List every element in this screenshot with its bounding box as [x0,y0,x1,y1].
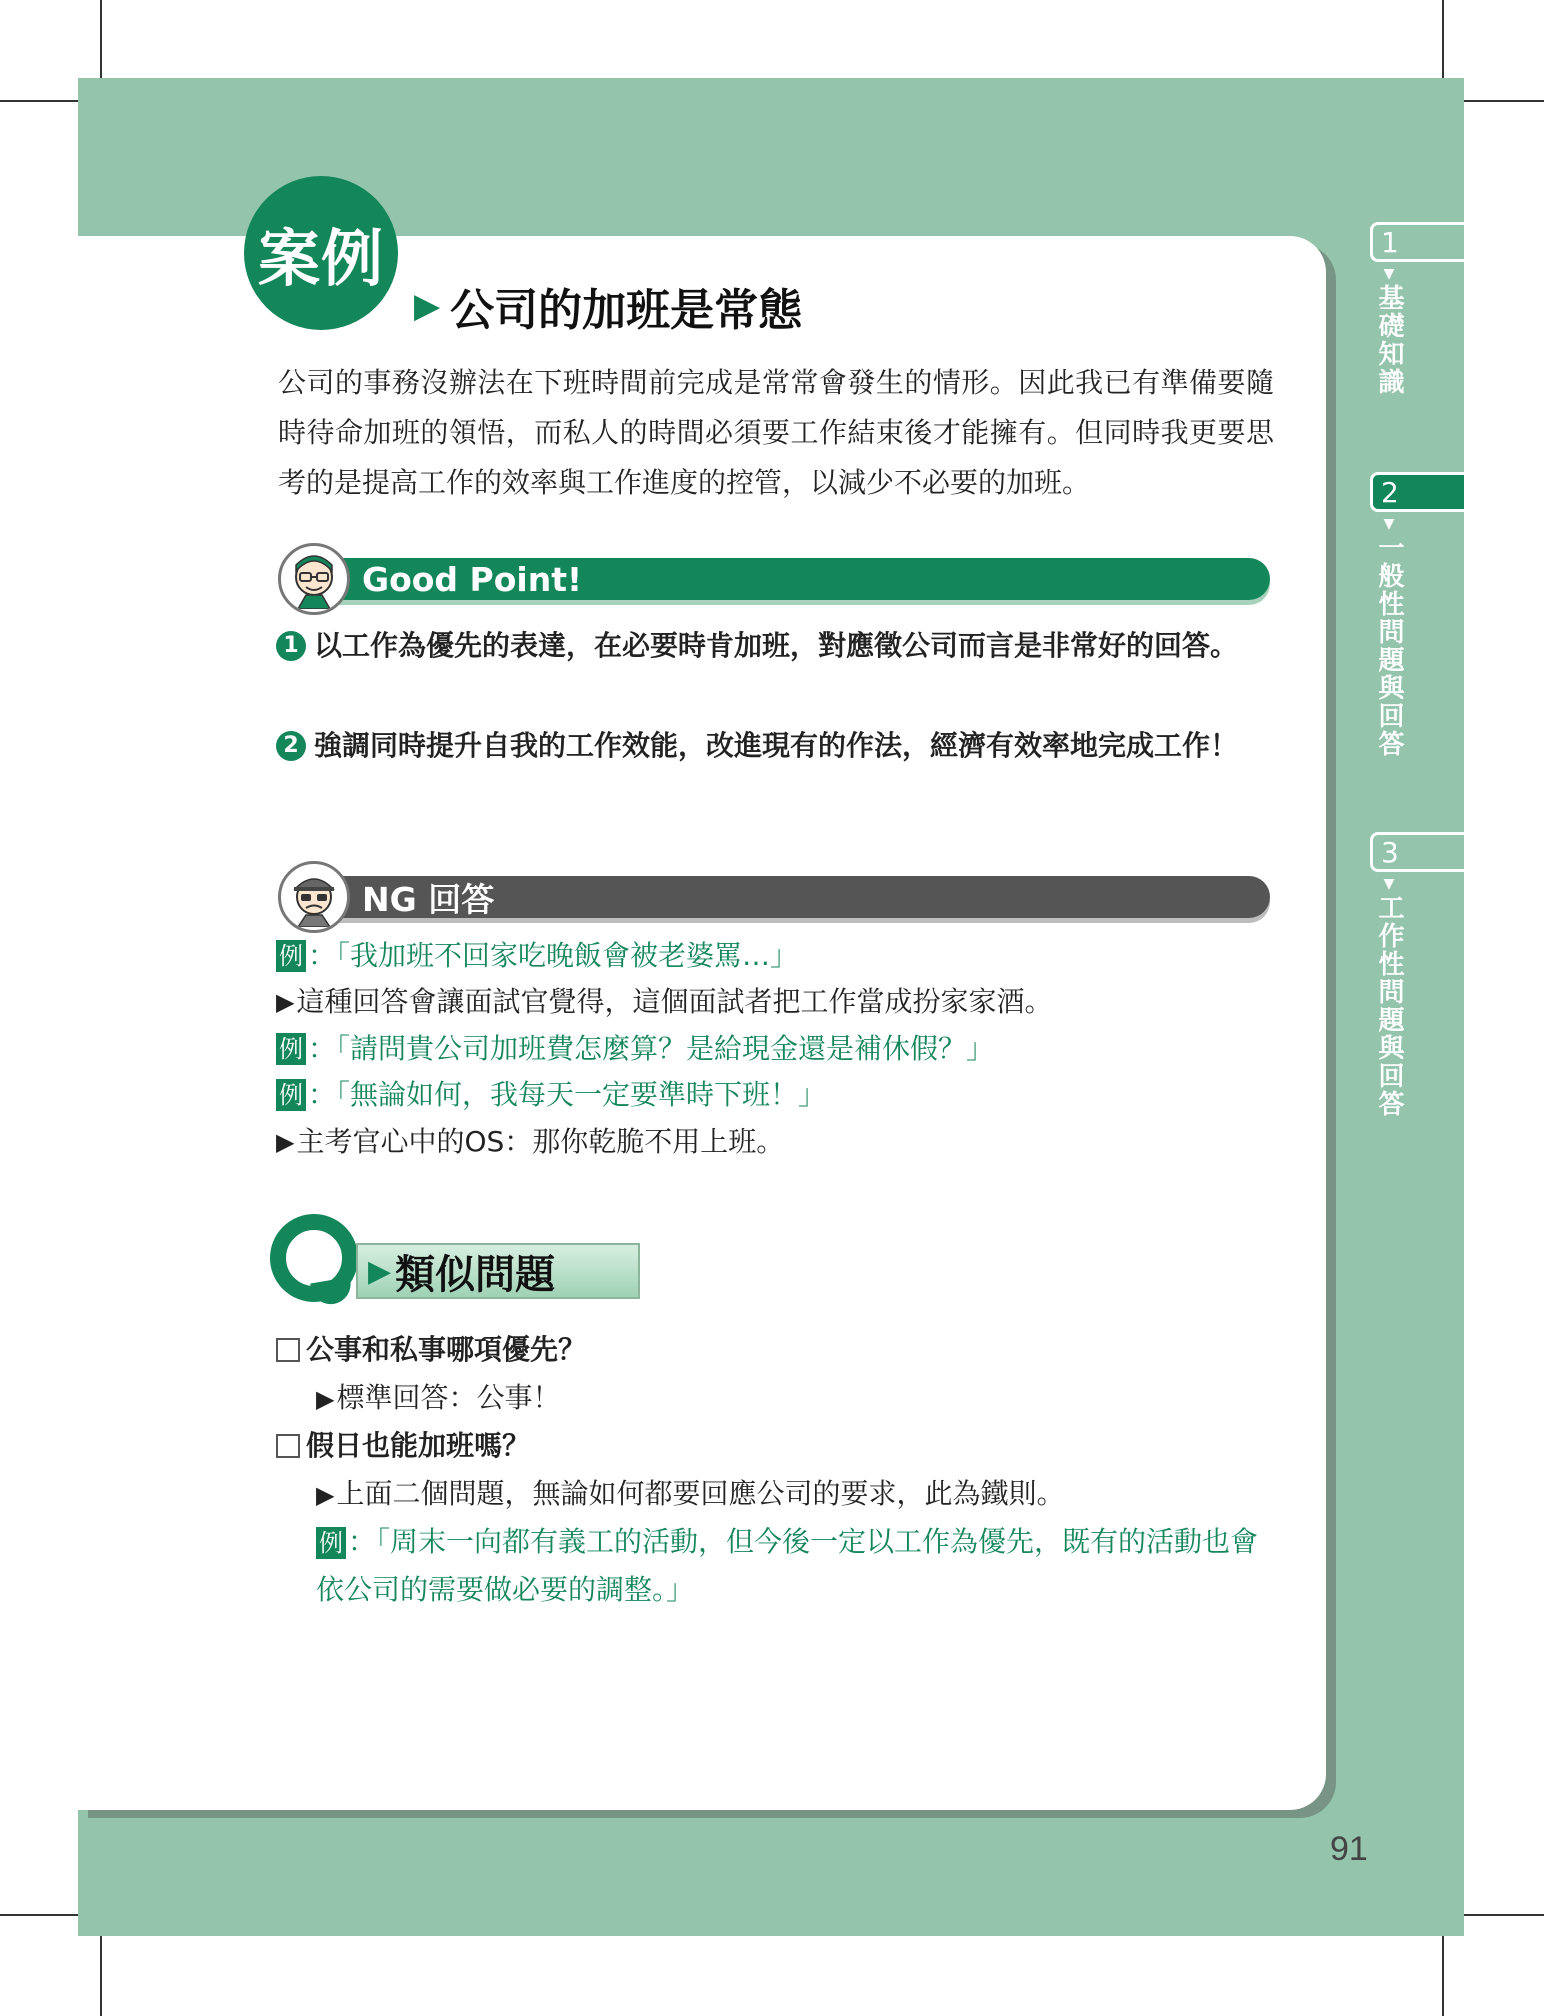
side-tab-2[interactable] [1370,472,1464,512]
triangle-right-icon: ▶ [276,1128,295,1156]
example-label: 例 [276,1033,306,1065]
similar-question-text: 公事和私事哪項優先？ [306,1333,587,1366]
checkbox-icon [276,1338,300,1362]
example-label: 例 [316,1527,346,1559]
side-tab-number: 1 [1381,225,1399,259]
ng-line-text: 這種回答會讓面試官覺得，這個面試者把工作當成扮家家酒。 [296,985,1053,1018]
good-point-header-text: Good Point! [362,559,583,599]
good-point-item [276,722,1276,770]
similar-question-text: 假日也能加班嗎？ [306,1429,531,1462]
ng-header [300,876,1270,918]
ng-line-text: ：「我加班不回家吃晚飯會被老婆罵…」 [308,939,799,972]
similar-questions-header-text: 類似問題 [395,1251,556,1298]
checkbox-icon [276,1434,300,1458]
ng-comment-line [276,979,1276,1025]
ng-header-text: NG 回答 [362,879,495,919]
triangle-down-icon: ▼ [1381,516,1397,534]
side-tab-label-text: 工作性問題與回答 [1374,894,1404,1118]
side-tab-number: 2 [1381,475,1399,509]
ng-example-line [276,933,1276,979]
similar-example [316,1518,1276,1614]
similar-questions-header [356,1243,640,1299]
intro-paragraph: 公司的事務沒辦法在下班時間前完成是常常會發生的情形。因此我已有準備要隨時待命加班的領悟，而私人的時間必須要工作結束後才能擁有。但同時我更要思考的是提高工作的效率與工作進度的控管，以減少不必要的加班。 [278,366,1274,499]
glasses-man-avatar-icon [278,543,350,615]
number-1-icon: 1 [276,631,306,661]
ng-comment-line [276,1119,1276,1165]
triangle-right-icon: ▶ [276,988,295,1016]
side-tab-label [1374,516,1404,758]
triangle-right-icon: ▶ [316,1385,335,1413]
ng-line-text: ：「無論如何，我每天一定要準時下班！」 [308,1078,827,1111]
example-label: 例 [276,940,306,972]
side-tab-label-text: 基礎知識 [1374,284,1404,396]
triangle-down-icon: ▼ [1381,266,1397,284]
similar-answer [316,1470,1276,1519]
similar-example-text: ：「周末一向都有義工的活動，但今後一定以工作為優先，既有的活動也會依公司的需要做必要的調整。」 [316,1525,1259,1606]
similar-answer-text: 上面二個問題，無論如何都要回應公司的要求，此為鐵則。 [336,1477,1065,1510]
triangle-right-icon: ▶ [368,1253,392,1289]
case-badge: 案例 [244,176,398,330]
good-point-item-text: 以工作為優先的表達，在必要時肯加班，對應徵公司而言是非常好的回答。 [314,629,1239,662]
side-tab-label-text: 一般性問題與回答 [1374,534,1404,758]
triangle-down-icon: ▼ [1381,876,1397,894]
case-title-text: 公司的加班是常態 [450,285,803,336]
good-point-header [300,558,1270,600]
cap-man-avatar-icon [278,861,350,933]
ng-line-text: ：「請問貴公司加班費怎麼算？是給現金還是補休假？」 [308,1032,995,1065]
good-point-item-text: 強調同時提升自我的工作效能，改進現有的作法，經濟有效率地完成工作！ [314,729,1239,762]
side-tab-label [1374,876,1404,1118]
page-number: 91 [1330,1830,1368,1868]
example-label: 例 [276,1079,306,1111]
ng-line-text: 主考官心中的OS：那你乾脆不用上班。 [296,1125,785,1158]
ng-example-line [276,1072,1276,1118]
side-tab-3[interactable] [1370,832,1464,872]
good-point-item [276,622,1276,670]
triangle-right-icon: ▶ [316,1481,335,1509]
similar-answer-text: 標準回答：公事！ [336,1381,561,1414]
similar-answer [316,1374,1276,1423]
similar-question [276,1422,1276,1470]
ng-example-line [276,1026,1276,1072]
triangle-right-icon: ▶ [414,286,441,326]
similar-question [276,1326,1276,1374]
side-tab-number: 3 [1381,835,1399,869]
case-title [414,274,802,338]
number-2-icon: 2 [276,731,306,761]
side-tab-label [1374,266,1404,396]
side-tab-1[interactable] [1370,222,1464,262]
